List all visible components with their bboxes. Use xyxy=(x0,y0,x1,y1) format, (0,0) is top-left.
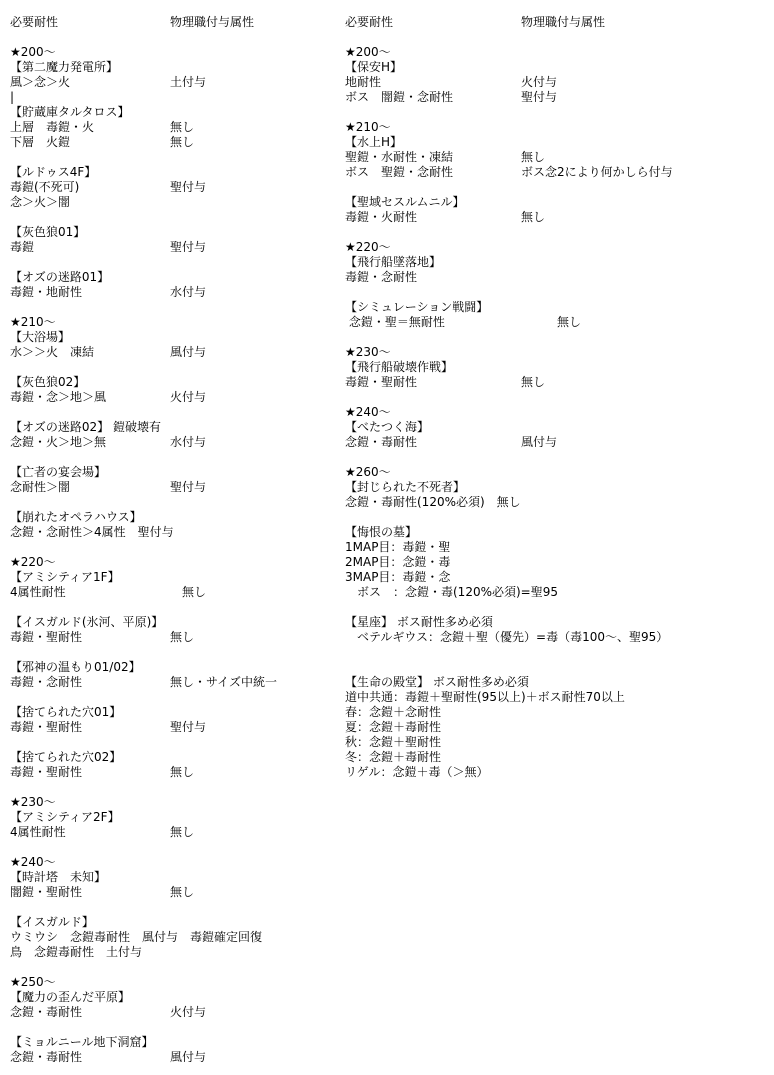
requirement-text: 念＞火＞闇 xyxy=(10,195,71,209)
blank-line xyxy=(345,510,770,525)
text-line xyxy=(10,15,350,30)
requirement-text: ウミウシ 念鎧毒耐性 風付与 毒鎧確定回復 xyxy=(10,930,263,944)
text-line xyxy=(345,270,770,285)
element-attribute-text: 土付与 xyxy=(170,75,207,89)
blank-line xyxy=(10,210,350,225)
blank-line xyxy=(10,360,350,375)
blank-line xyxy=(345,225,770,240)
requirement-text: 毒鎧・念耐性 xyxy=(345,270,418,284)
requirement-text: 【べたつく海】 xyxy=(345,420,430,434)
blank-line xyxy=(10,900,350,915)
text-line xyxy=(10,825,350,840)
element-attribute-text: 聖付与 xyxy=(170,720,207,734)
text-line xyxy=(345,555,770,570)
requirement-text: リゲル：念鎧＋毒（＞無） xyxy=(345,765,489,779)
text-line xyxy=(10,510,350,525)
blank-line xyxy=(10,450,350,465)
element-attribute-text: 水付与 xyxy=(170,285,207,299)
text-line xyxy=(10,195,350,210)
element-attribute-text: 無し xyxy=(521,375,546,389)
element-attribute-text: 風付与 xyxy=(170,345,207,359)
text-line xyxy=(345,15,770,30)
text-line xyxy=(10,90,350,105)
text-line xyxy=(345,210,770,225)
requirement-text: 道中共通：毒鎧＋聖耐性(95以上)＋ボス耐性70以上 xyxy=(345,690,625,704)
text-line xyxy=(345,255,770,270)
requirement-text: 【イスガルド(氷河、平原)】 xyxy=(10,615,164,629)
blank-line xyxy=(10,645,350,660)
blank-line xyxy=(10,0,350,15)
requirement-text: 【捨てられた穴01】 xyxy=(10,705,122,719)
requirement-text: 念鎧・毒耐性 xyxy=(345,435,418,449)
blank-line xyxy=(10,780,350,795)
text-line xyxy=(10,930,350,945)
text-line xyxy=(345,525,770,540)
blank-line xyxy=(345,330,770,345)
text-line xyxy=(10,135,350,150)
requirement-text: 【大浴場】 xyxy=(10,330,71,344)
text-line xyxy=(10,375,350,390)
text-line xyxy=(345,765,770,780)
text-line xyxy=(10,75,350,90)
requirement-text: 4属性耐性 xyxy=(10,825,66,839)
blank-line xyxy=(10,960,350,975)
text-line xyxy=(345,195,770,210)
blank-line xyxy=(10,600,350,615)
text-line xyxy=(10,630,350,645)
requirement-text: 【ミョルニール地下洞窟】 xyxy=(10,1035,154,1049)
text-line xyxy=(10,660,350,675)
blank-line xyxy=(10,735,350,750)
text-line xyxy=(10,915,350,930)
text-line xyxy=(10,525,350,540)
requirement-text: 【オズの迷路02】 鎧破壊有 xyxy=(10,420,161,434)
requirement-text: 毒鎧・聖耐性 xyxy=(10,720,83,734)
text-line xyxy=(345,150,770,165)
requirement-text: 念耐性＞闇 xyxy=(10,480,71,494)
requirement-text: | xyxy=(10,90,15,104)
requirement-text: 【水上H】 xyxy=(345,135,403,149)
requirement-text: 下層 火鎧 xyxy=(10,135,71,149)
requirement-text: ★210～ xyxy=(10,315,56,329)
blank-line xyxy=(10,540,350,555)
element-attribute-text: 無し xyxy=(170,135,195,149)
element-attribute-text: 無し xyxy=(170,765,195,779)
blank-line xyxy=(345,660,770,675)
text-line xyxy=(10,570,350,585)
text-line xyxy=(10,990,350,1005)
requirement-text: 毒鎧・聖耐性 xyxy=(10,630,83,644)
blank-line xyxy=(345,645,770,660)
requirement-text: 秋：念鎧＋聖耐性 xyxy=(345,735,442,749)
requirement-text: 【時計塔 未知】 xyxy=(10,870,107,884)
requirement-text: 毒鎧(不死可) xyxy=(10,180,80,194)
element-attribute-text: 風付与 xyxy=(170,1050,207,1064)
text-line xyxy=(10,1035,350,1050)
element-attribute-text: 風付与 xyxy=(521,435,558,449)
element-attribute-text: 聖付与 xyxy=(170,240,207,254)
requirement-text: 上層 毒鎧・火 xyxy=(10,120,95,134)
text-line xyxy=(345,240,770,255)
text-line xyxy=(10,480,350,495)
blank-line xyxy=(345,390,770,405)
text-line xyxy=(10,120,350,135)
text-line xyxy=(345,60,770,75)
text-line xyxy=(10,240,350,255)
element-attribute-text: 無し xyxy=(170,825,195,839)
text-line xyxy=(10,315,350,330)
text-line xyxy=(10,585,350,600)
text-line xyxy=(10,390,350,405)
element-attribute-text: 火付与 xyxy=(170,390,207,404)
text-line xyxy=(10,465,350,480)
requirement-text: 毒鎧 xyxy=(10,240,35,254)
text-line xyxy=(10,60,350,75)
text-line xyxy=(345,75,770,90)
element-attribute-text: 無し xyxy=(170,885,195,899)
requirement-text: 念鎧・毒耐性 xyxy=(10,1050,83,1064)
element-attribute-text: 聖付与 xyxy=(521,90,558,104)
text-line xyxy=(10,270,350,285)
text-line xyxy=(345,570,770,585)
left-column xyxy=(10,0,350,1065)
requirement-text: ★230～ xyxy=(345,345,391,359)
text-line xyxy=(345,705,770,720)
element-attribute-text: 物理職付与属性 xyxy=(170,15,255,29)
blank-line xyxy=(345,600,770,615)
requirement-text: ★200～ xyxy=(10,45,56,59)
blank-line xyxy=(345,30,770,45)
requirement-text: 【灰色狼01】 xyxy=(10,225,86,239)
element-attribute-text: 無し xyxy=(521,210,546,224)
blank-line xyxy=(10,495,350,510)
requirement-text: ★220～ xyxy=(10,555,56,569)
element-attribute-text: 無し xyxy=(170,120,195,134)
text-line xyxy=(345,90,770,105)
requirement-text: 4属性耐性 xyxy=(10,585,66,599)
text-line xyxy=(345,630,770,645)
text-line xyxy=(345,165,770,180)
element-attribute-text: 無し xyxy=(170,585,207,599)
requirement-text: ★250～ xyxy=(10,975,56,989)
text-line xyxy=(345,750,770,765)
blank-line xyxy=(10,405,350,420)
text-line xyxy=(10,870,350,885)
requirement-text: ★230～ xyxy=(10,795,56,809)
text-line xyxy=(10,420,350,435)
blank-line xyxy=(10,840,350,855)
requirement-text: 念鎧・毒耐性(120%必須) 無し xyxy=(345,495,521,509)
text-line xyxy=(345,135,770,150)
element-attribute-text: ボス念2により何かしら付与 xyxy=(521,165,673,179)
text-line xyxy=(10,45,350,60)
requirement-text: 冬：念鎧＋毒耐性 xyxy=(345,750,442,764)
requirement-text: 毒鎧・聖耐性 xyxy=(10,765,83,779)
requirement-text: 鳥 念鎧毒耐性 土付与 xyxy=(10,945,143,959)
element-attribute-text: 無し xyxy=(521,150,546,164)
requirement-text: 念鎧・聖＝無耐性 xyxy=(345,315,445,329)
text-line xyxy=(10,795,350,810)
requirement-text: 念鎧・火＞地＞無 xyxy=(10,435,107,449)
requirement-text: 1MAP目：毒鎧・聖 xyxy=(345,540,451,554)
text-line xyxy=(10,225,350,240)
element-attribute-text: 無し xyxy=(170,630,195,644)
text-line xyxy=(345,720,770,735)
text-line xyxy=(10,765,350,780)
requirement-text: 【邪神の温もり01/02】 xyxy=(10,660,141,674)
requirement-text: 闇鎧・聖耐性 xyxy=(10,885,83,899)
text-line xyxy=(10,615,350,630)
blank-line xyxy=(10,300,350,315)
requirement-text: 毒鎧・念耐性 xyxy=(10,675,83,689)
text-line xyxy=(10,165,350,180)
text-line xyxy=(345,405,770,420)
text-line xyxy=(345,690,770,705)
requirement-text: 地耐性 xyxy=(345,75,382,89)
requirement-text: 風＞念＞火 xyxy=(10,75,71,89)
blank-line xyxy=(345,450,770,465)
blank-line xyxy=(10,690,350,705)
text-line xyxy=(345,480,770,495)
text-line xyxy=(10,975,350,990)
requirement-text: 【魔力の歪んだ平原】 xyxy=(10,990,131,1004)
text-line xyxy=(10,330,350,345)
element-attribute-text: 聖付与 xyxy=(170,180,207,194)
requirement-text: 【シミュレーション戦闘】 xyxy=(345,300,489,314)
requirement-text: 念鎧・毒耐性 xyxy=(10,1005,83,1019)
text-line xyxy=(345,615,770,630)
text-line xyxy=(345,300,770,315)
requirement-text: ボス 闇鎧・念耐性 xyxy=(345,90,454,104)
requirement-text: 【飛行船墜落地】 xyxy=(345,255,442,269)
requirement-text: 毒鎧・聖耐性 xyxy=(345,375,418,389)
requirement-text: 【保安H】 xyxy=(345,60,403,74)
text-line xyxy=(345,375,770,390)
element-attribute-text: 無し・サイズ中統一 xyxy=(170,675,278,689)
requirement-text: ★240～ xyxy=(10,855,56,869)
text-line xyxy=(345,585,770,600)
requirement-text: 必要耐性 xyxy=(10,15,59,29)
text-line xyxy=(10,855,350,870)
requirement-text: 毒鎧・念＞地＞風 xyxy=(10,390,107,404)
text-line xyxy=(10,285,350,300)
blank-line xyxy=(345,105,770,120)
requirement-text: 【生命の殿堂】 ボス耐性多め必須 xyxy=(345,675,529,689)
requirement-text: 聖鎧・水耐性・凍結 xyxy=(345,150,454,164)
text-line xyxy=(345,735,770,750)
requirement-text: ★240～ xyxy=(345,405,391,419)
blank-line xyxy=(10,150,350,165)
text-line xyxy=(345,495,770,510)
requirement-text: 毒鎧・火耐性 xyxy=(345,210,418,224)
blank-line xyxy=(10,255,350,270)
element-attribute-text: 火付与 xyxy=(521,75,558,89)
text-line xyxy=(345,45,770,60)
requirement-text: 【貯蔵庫タルタロス】 xyxy=(10,105,130,119)
requirement-text: ★260～ xyxy=(345,465,391,479)
blank-line xyxy=(345,180,770,195)
text-line xyxy=(345,435,770,450)
requirement-text: ★210～ xyxy=(345,120,391,134)
requirement-text: ボス 聖鎧・念耐性 xyxy=(345,165,454,179)
right-column xyxy=(345,0,770,780)
element-attribute-text: 物理職付与属性 xyxy=(521,15,606,29)
requirement-text: 【第二魔力発電所】 xyxy=(10,60,119,74)
blank-line xyxy=(10,1020,350,1035)
element-attribute-text: 水付与 xyxy=(170,435,207,449)
requirement-text: 2MAP目：念鎧・毒 xyxy=(345,555,451,569)
requirement-text: 3MAP目：毒鎧・念 xyxy=(345,570,451,584)
text-line xyxy=(10,180,350,195)
text-line xyxy=(10,1050,350,1065)
blank-line xyxy=(345,285,770,300)
text-line xyxy=(345,345,770,360)
text-line xyxy=(345,540,770,555)
requirement-text: 念鎧・念耐性＞4属性 聖付与 xyxy=(10,525,174,539)
requirement-text: 必要耐性 xyxy=(345,15,394,29)
text-line xyxy=(345,465,770,480)
text-line xyxy=(10,345,350,360)
requirement-text: ベテルギウス：念鎧＋聖（優先）=毒（毒100～、聖95） xyxy=(345,630,669,644)
requirement-text: 春：念鎧＋念耐性 xyxy=(345,705,442,719)
element-attribute-text: 火付与 xyxy=(170,1005,207,1019)
text-line xyxy=(10,555,350,570)
text-line xyxy=(10,1005,350,1020)
requirement-text: 【星座】 ボス耐性多め必須 xyxy=(345,615,493,629)
blank-line xyxy=(10,30,350,45)
requirement-text: 【捨てられた穴02】 xyxy=(10,750,122,764)
requirement-text: 水＞＞火 凍結 xyxy=(10,345,95,359)
text-line xyxy=(10,720,350,735)
requirement-text: 【封じられた不死者】 xyxy=(345,480,466,494)
text-line xyxy=(10,675,350,690)
text-line xyxy=(10,705,350,720)
requirement-text: 【灰色狼02】 xyxy=(10,375,86,389)
text-line xyxy=(345,120,770,135)
requirement-text: ★220～ xyxy=(345,240,391,254)
text-line xyxy=(345,315,770,330)
element-attribute-text: 聖付与 xyxy=(170,480,207,494)
text-line xyxy=(10,885,350,900)
text-line xyxy=(10,945,350,960)
text-line xyxy=(345,675,770,690)
requirement-text: 【悔恨の墓】 xyxy=(345,525,418,539)
blank-line xyxy=(345,0,770,15)
requirement-text: 毒鎧・地耐性 xyxy=(10,285,83,299)
text-line xyxy=(345,360,770,375)
text-line xyxy=(10,810,350,825)
requirement-text: 【聖域セスルムニル】 xyxy=(345,195,465,209)
requirement-text: 【オズの迷路01】 xyxy=(10,270,110,284)
requirement-text: 【亡者の宴会場】 xyxy=(10,465,107,479)
element-attribute-text: 無し xyxy=(521,315,582,329)
requirement-text: 【アミシティア2F】 xyxy=(10,810,120,824)
text-line xyxy=(10,105,350,120)
requirement-text: 【ルドゥス4F】 xyxy=(10,165,97,179)
requirement-text: 【アミシティア1F】 xyxy=(10,570,120,584)
requirement-text: ★200～ xyxy=(345,45,391,59)
requirement-text: 夏：念鎧＋毒耐性 xyxy=(345,720,442,734)
requirement-text: ボス ：念鎧・毒(120%必須)=聖95 xyxy=(345,585,558,599)
text-line xyxy=(345,420,770,435)
requirement-text: 【飛行船破壊作戦】 xyxy=(345,360,454,374)
text-line xyxy=(10,435,350,450)
text-line xyxy=(10,750,350,765)
requirement-text: 【イスガルド】 xyxy=(10,915,94,929)
requirement-text: 【崩れたオペラハウス】 xyxy=(10,510,142,524)
